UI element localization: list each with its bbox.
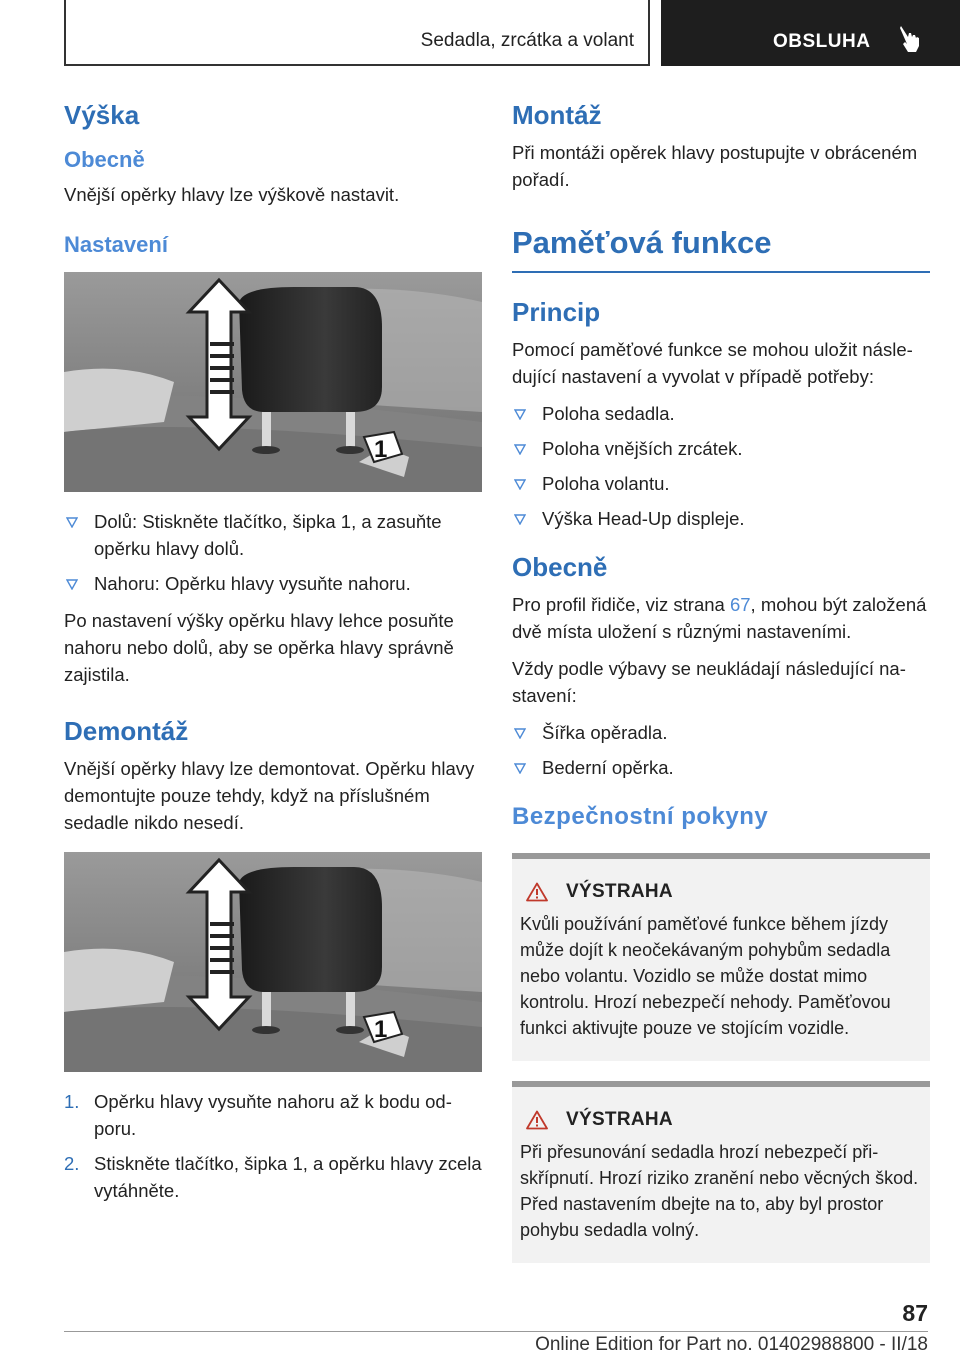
pointing-hand-icon	[897, 24, 923, 54]
triangle-bullet-icon	[514, 763, 526, 774]
list-item: Poloha vnějších zrcátek.	[512, 435, 930, 462]
heading-pametova-funkce: Paměťová funkce	[512, 225, 930, 273]
list-item: Šířka opěradla.	[512, 719, 930, 746]
triangle-bullet-icon	[514, 409, 526, 420]
paragraph-vzdy: Vždy podle výbavy se neukládají následující nastavení:	[512, 658, 906, 706]
photo2-callout-1: 1	[374, 1016, 388, 1043]
header-section-box	[64, 0, 650, 66]
footer-rule	[64, 1331, 928, 1332]
heading-demontaz: Demontáž	[64, 716, 189, 746]
heading-nastaveni: Nastavení	[64, 232, 168, 257]
heading-princip: Princip	[512, 297, 601, 327]
right-column	[512, 100, 930, 1283]
paragraph-princip: Pomocí paměťové funkce se mohou uložit následující nastavení a vyvolat v případě potřeby:	[512, 339, 913, 387]
heading-bezpecnostni-pokyny: Bezpečnostní pokyny	[512, 803, 769, 830]
list-item: Poloha volantu.	[512, 470, 930, 497]
header-section-title: Sedadla, zrcátka a volant	[420, 30, 634, 51]
warning-triangle-icon	[526, 1110, 548, 1130]
footer-edition: Online Edition for Part no. 01402988800 - II/18	[535, 1334, 928, 1355]
paragraph-po-nastaveni: Po nastavení výšky opěrku hlavy lehce posuňte nahoru nebo dolů, aby se opěrka hlavy správně zajistila.	[64, 610, 454, 685]
step-item: 1. Opěrku hlavy vysuňte nahoru až k bodu odporu.	[64, 1091, 452, 1139]
paragraph-obecne: Vnější opěrky hlavy lze výškově nastavit.	[64, 184, 400, 205]
triangle-bullet-icon	[66, 517, 78, 528]
headrest-removal-photo	[64, 852, 482, 1072]
headrest-adjust-photo	[64, 272, 482, 492]
triangle-bullet-icon	[514, 728, 526, 739]
left-column	[64, 100, 482, 1212]
warning-box	[512, 853, 930, 1061]
list-item: Dolů: Stiskněte tlačítko, šipka 1, a zasuňte opěrku hlavy dolů.	[64, 508, 482, 562]
list-item: Bederní opěrka.	[512, 754, 930, 781]
chapter-label: OBSLUHA	[773, 31, 871, 52]
page-number: 87	[902, 1300, 928, 1326]
warning-text: Kvůli používání paměťové funkce během jízdy může dojít k neočekávaným pohybům sedadla nebo volantu. Vozidlo se může dostat mimo kontrolu. Hrozí nebezpečí nehody. Paměťovou funkci aktivujte pouze ve stojícím vozidle.	[520, 914, 891, 1038]
header-chapter-tab	[661, 0, 960, 66]
heading-obecne-pamet: Obecně	[512, 552, 608, 582]
warning-title: VÝSTRAHA	[566, 1109, 673, 1130]
paragraph-obecne-pamet: Pro profil řidiče, viz strana 67, mohou být založená dvě místa uložení s různými nastaveními.	[512, 594, 927, 642]
demontaz-steps	[64, 1088, 482, 1204]
list-item: Poloha sedadla.	[512, 400, 930, 427]
heading-obecne: Obecně	[64, 147, 145, 172]
warning-text: Při přesunování sedadla hrozí nebezpečí přiskřípnutí. Hrozí riziko zranění nebo věcných škod. Před nastavením dbejte na to, aby byl prostor pohybu sedadla volný.	[520, 1142, 919, 1240]
list-item: Nahoru: Opěrku hlavy vysuňte nahoru.	[64, 570, 482, 597]
page-link-67[interactable]: 67	[729, 594, 751, 615]
page-header	[0, 0, 960, 66]
warning-title: VÝSTRAHA	[566, 881, 673, 902]
triangle-bullet-icon	[514, 444, 526, 455]
vzdy-list	[512, 719, 930, 781]
warning-box	[512, 1081, 930, 1263]
list-item: Výška Head-Up displeje.	[512, 505, 930, 532]
paragraph-demontaz: Vnější opěrky hlavy lze demontovat. Opěrku hlavy demontujte pouze tehdy, když na příslušném sedadle nikdo nesedí.	[64, 758, 475, 833]
nastaveni-list	[64, 508, 482, 597]
princip-list	[512, 400, 930, 532]
step-item: 2. Stiskněte tlačítko, šipka 1, a opěrku hlavy zcela vytáhněte.	[64, 1153, 482, 1201]
triangle-bullet-icon	[66, 579, 78, 590]
paragraph-montaz: Při montáži opěrek hlavy postupujte v obráceném pořadí.	[512, 142, 918, 190]
heading-vyska: Výška	[64, 100, 140, 130]
photo1-callout-1: 1	[374, 436, 388, 463]
triangle-bullet-icon	[514, 514, 526, 525]
triangle-bullet-icon	[514, 479, 526, 490]
heading-montaz: Montáž	[512, 100, 602, 130]
warning-triangle-icon	[526, 882, 548, 902]
